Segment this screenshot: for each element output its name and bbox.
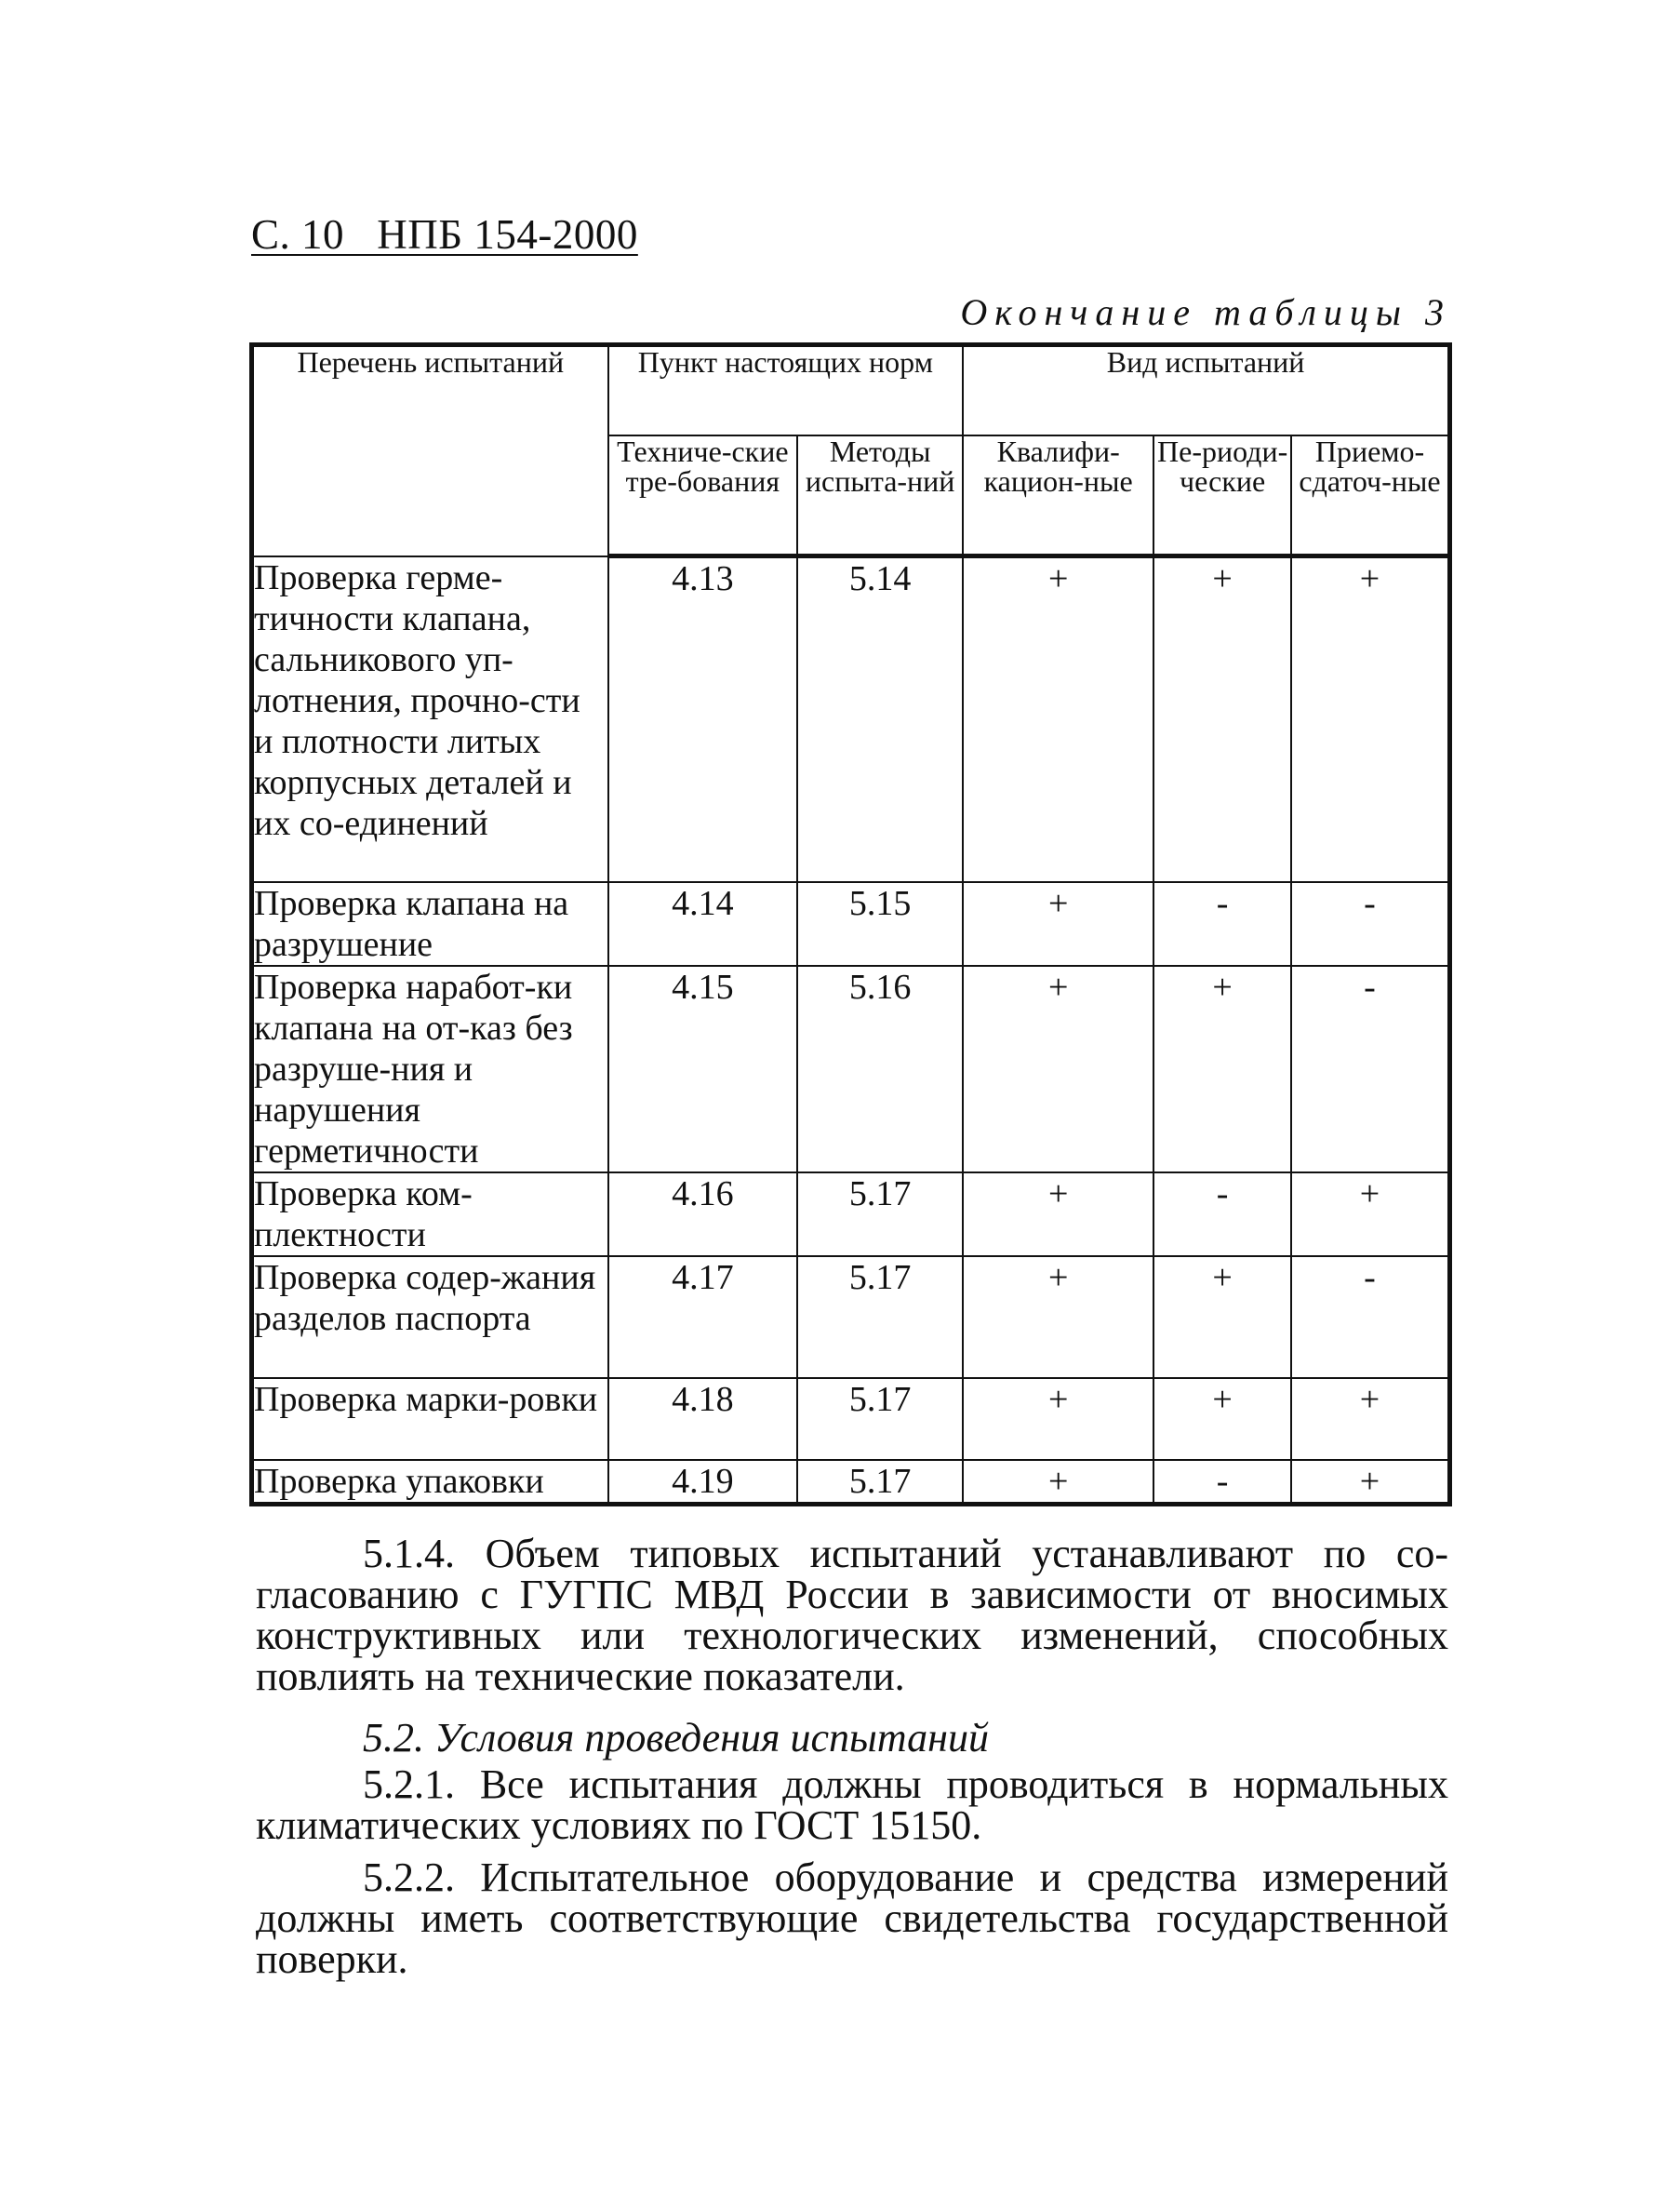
table-row [252, 1460, 1450, 1505]
acceptance-mark: - [1291, 1256, 1449, 1378]
qualification-mark: + [963, 1256, 1153, 1378]
section-title-5-2: 5.2. Условия проведения испытаний [363, 1715, 989, 1761]
tech-req-clause: 4.19 [608, 1460, 798, 1505]
acceptance-mark: + [1291, 1172, 1449, 1256]
qualification-mark: + [963, 1460, 1153, 1505]
qualification-mark: + [963, 1172, 1153, 1256]
tech-req-clause: 4.13 [608, 556, 798, 882]
test-name: Проверка клапана на разрушение [252, 882, 608, 966]
test-method-clause: 5.17 [797, 1256, 963, 1378]
test-method-clause: 5.16 [797, 966, 963, 1172]
periodic-mark: + [1153, 966, 1291, 1172]
test-method-clause: 5.17 [797, 1172, 963, 1256]
header-tech-req: Техниче-ские тре-бования [608, 435, 798, 556]
page-header: С. 10 НПБ 154-2000 [251, 211, 638, 258]
acceptance-mark: + [1291, 1378, 1449, 1460]
periodic-mark: - [1153, 882, 1291, 966]
paragraph-5-2-1: 5.2.1. Все испытания должны проводиться в нормальных климатических условиях по ГОСТ 15150. [256, 1761, 1448, 1848]
header-test-type-group: Вид испытаний [963, 345, 1449, 436]
qualification-mark: + [963, 966, 1153, 1172]
periodic-mark: - [1153, 1172, 1291, 1256]
header-test-list: Перечень испытаний [252, 345, 608, 556]
test-method-clause: 5.14 [797, 556, 963, 882]
test-name: Проверка наработ-ки клапана на от-каз без разруше-ния и нарушения герметичности [252, 966, 608, 1172]
test-name: Проверка ком-плектности [252, 1172, 608, 1256]
test-method-clause: 5.17 [797, 1460, 963, 1505]
table-row [252, 882, 1450, 966]
acceptance-mark: - [1291, 882, 1449, 966]
header-acceptance: Приемо-сдаточ-ные [1291, 435, 1449, 556]
tests-table [249, 342, 1452, 1506]
periodic-mark: + [1153, 1256, 1291, 1378]
qualification-mark: + [963, 556, 1153, 882]
paragraph-5-2-2: 5.2.2. Испытательное оборудование и средства измерений должны иметь соответствующие свидетельства государственной поверки. [256, 1854, 1448, 1982]
table-row [252, 966, 1450, 1172]
header-qualification: Квалифи-кацион-ные [963, 435, 1153, 556]
test-name: Проверка герме-тичности клапана, сальникового уп-лотнения, прочно-сти и плотности литых корпусных деталей и их со-единений [252, 556, 608, 882]
tech-req-clause: 4.17 [608, 1256, 798, 1378]
table-row [252, 556, 1450, 882]
tech-req-clause: 4.16 [608, 1172, 798, 1256]
tech-req-clause: 4.18 [608, 1378, 798, 1460]
tech-req-clause: 4.15 [608, 966, 798, 1172]
acceptance-mark: + [1291, 1460, 1449, 1505]
table-row [252, 1256, 1450, 1378]
tech-req-clause: 4.14 [608, 882, 798, 966]
test-name: Проверка содер-жания разделов паспорта [252, 1256, 608, 1378]
qualification-mark: + [963, 882, 1153, 966]
paragraph-5-1-4: 5.1.4. Объем типовых испытаний устанавливают по со-гласованию с ГУГПС МВД России в зависимости от вносимых конструктивных или технологических изменений, способных повлиять на технические показатели. [256, 1531, 1448, 1699]
test-name: Проверка марки-ровки [252, 1378, 608, 1460]
test-method-clause: 5.17 [797, 1378, 963, 1460]
test-name: Проверка упаковки [252, 1460, 608, 1505]
table-row [252, 1378, 1450, 1460]
periodic-mark: + [1153, 556, 1291, 882]
table-row [252, 1172, 1450, 1256]
acceptance-mark: - [1291, 966, 1449, 1172]
periodic-mark: - [1153, 1460, 1291, 1505]
periodic-mark: + [1153, 1378, 1291, 1460]
table-caption: Окончание таблицы 3 [960, 291, 1451, 333]
acceptance-mark: + [1291, 556, 1449, 882]
test-method-clause: 5.15 [797, 882, 963, 966]
header-periodic: Пе-риоди-ческие [1153, 435, 1291, 556]
qualification-mark: + [963, 1378, 1153, 1460]
header-test-methods: Методы испыта-ний [797, 435, 963, 556]
header-clause-group: Пункт настоящих норм [608, 345, 964, 436]
